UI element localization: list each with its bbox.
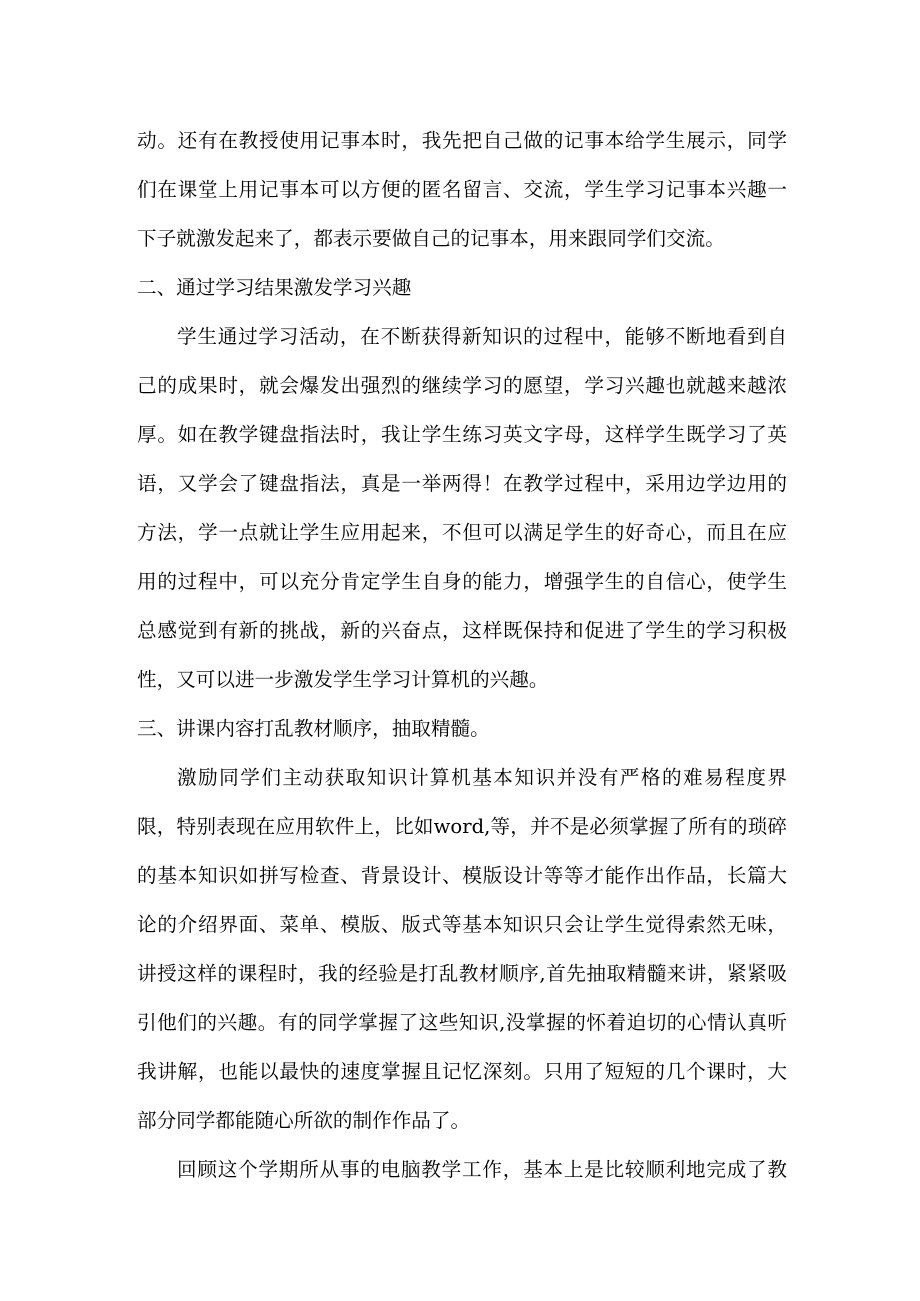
body-text-line: 语，又学会了键盘指法，真是一举两得！在教学过程中，采用边学边用的 <box>137 472 787 495</box>
body-text-line: 性，又可以进一步激发学生学习计算机的兴趣。 <box>137 668 549 691</box>
body-text-line: 们在课堂上用记事本可以方便的匿名留言、交流，学生学习记事本兴趣一 <box>137 178 787 201</box>
body-text-line: 的基本知识如拼写检查、背景设计、模版设计等等才能作出作品，长篇大 <box>137 864 787 887</box>
body-text-line: 回顾这个学期所从事的电脑教学工作，基本上是比较顺利地完成了教 <box>177 1158 787 1181</box>
body-text-line: 己的成果时，就会爆发出强烈的继续学习的愿望，学习兴趣也就越来越浓 <box>137 374 787 397</box>
section-heading: 二、通过学习结果激发学习兴趣 <box>137 276 412 299</box>
body-text-line: 总感觉到有新的挑战，新的兴奋点，这样既保持和促进了学生的学习积极 <box>137 619 787 642</box>
body-text-line: 动。还有在教授使用记事本时，我先把自己做的记事本给学生展示，同学 <box>137 129 787 152</box>
body-text-line: 学生通过学习活动，在不断获得新知识的过程中，能够不断地看到自 <box>177 325 787 348</box>
body-text-line: 下子就激发起来了，都表示要做自己的记事本，用来跟同学们交流。 <box>137 227 725 250</box>
body-text-line: 我讲解，也能以最快的速度掌握且记忆深刻。只用了短短的几个课时，大 <box>137 1060 787 1083</box>
body-text-line: 激励同学们主动获取知识计算机基本知识并没有严格的难易程度界 <box>177 766 787 789</box>
section-heading: 三、讲课内容打乱教材顺序，抽取精髓。 <box>137 717 490 740</box>
body-text-line: 限，特别表现在应用软件上，比如word,等，并不是必须掌握了所有的琐碎 <box>137 815 787 838</box>
body-text-line: 引他们的兴趣。有的同学掌握了这些知识,没掌握的怀着迫切的心情认真听 <box>137 1011 787 1034</box>
body-text-line: 方法，学一点就让学生应用起来，不但可以满足学生的好奇心，而且在应 <box>137 521 787 544</box>
body-text-line: 厚。如在教学键盘指法时，我让学生练习英文字母，这样学生既学习了英 <box>137 423 787 446</box>
body-text-line: 用的过程中，可以充分肯定学生自身的能力，增强学生的自信心，使学生 <box>137 570 787 593</box>
body-text-line: 论的介绍界面、菜单、模版、版式等基本知识只会让学生觉得索然无味， <box>137 913 787 936</box>
body-text-line: 部分同学都能随心所欲的制作作品了。 <box>137 1109 471 1132</box>
body-text-line: 讲授这样的课程时，我的经验是打乱教材顺序,首先抽取精髓来讲，紧紧吸 <box>137 962 787 985</box>
